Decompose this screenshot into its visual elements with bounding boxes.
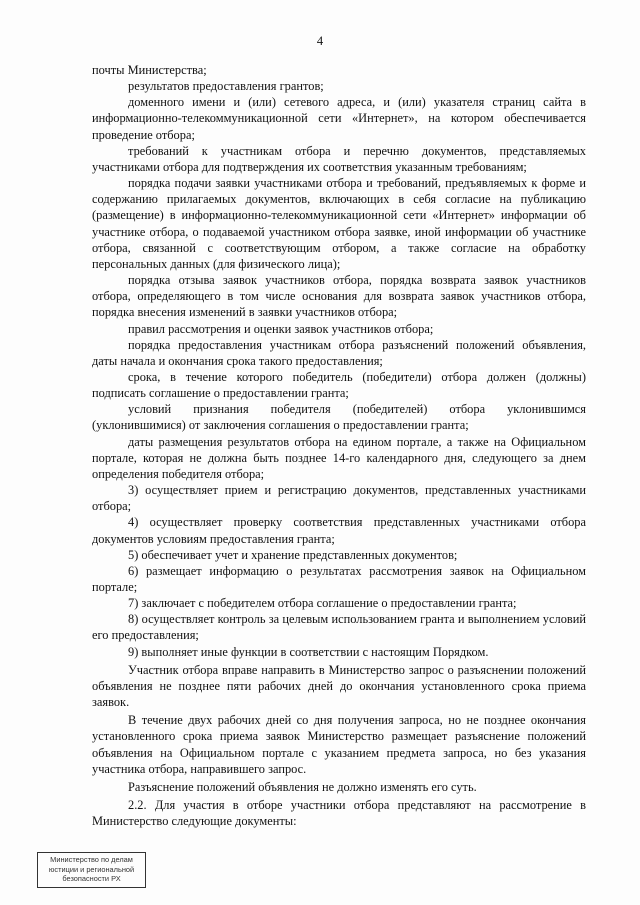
paragraph: даты размещения результатов отбора на едином портале, а также на Официальном портале, которая не должна быть позднее 14-го календарного дня, следующего за днем определения победителя отбора; bbox=[92, 434, 586, 481]
paragraph: 4) осуществляет проверку соответствия представленных участниками отбора документов условиям предоставления гранта; bbox=[92, 515, 586, 546]
paragraph: почты Министерства; bbox=[92, 63, 207, 77]
paragraph: порядка подачи заявки участниками отбора и требований, предъявляемых к форме и содержанию прилагаемых документов, включающих в себя согласие на публикацию (размещение) в информационно-телекоммуникационной сети «Интернет» информации об участнике отбора, о подаваемой участником отбора заявке, иной информации об участнике отбора, связанной с соответствующим отбором, а также согласие на обработку персональных данных (для физического лица); bbox=[92, 176, 586, 271]
paragraph: В течение двух рабочих дней со дня получения запроса, но не позднее окончания установленного срока приема заявок Министерство размещает разъяснение положений объявления на Официальном портале с указанием предмета запроса, но без указания участника отбора, направившего запрос. bbox=[92, 713, 586, 776]
paragraph: 9) выполняет иные функции в соответствии с настоящим Порядком. bbox=[128, 644, 489, 659]
document-body bbox=[92, 62, 586, 829]
stamp-line: Министерство по делам bbox=[50, 855, 133, 864]
paragraph: порядка предоставления участникам отбора разъяснений положений объявления, даты начала и окончания срока такого предоставления; bbox=[92, 337, 586, 368]
paragraph: 8) осуществляет контроль за целевым использованием гранта и выполнением условий его предоставления; bbox=[92, 612, 586, 643]
stamp-line: юстиции и региональной bbox=[48, 864, 135, 874]
paragraph: требований к участникам отбора и перечню документов, представляемых участниками отбора для подтверждения их соответствия указанным требованиям; bbox=[92, 143, 586, 174]
paragraph: срока, в течение которого победитель (победители) отбора должен (должны) подписать соглашение о предоставлении гранта; bbox=[92, 369, 586, 401]
paragraph: 6) размещает информацию о результатах рассмотрения заявок на Официальном портале; bbox=[92, 563, 586, 594]
registration-stamp bbox=[37, 852, 146, 888]
paragraph: доменного имени и (или) сетевого адреса, и (или) указателя страниц сайта в информационно-телекоммуникационной сети «Интернет», на котором обеспечивается проведение отбора; bbox=[92, 95, 586, 142]
paragraph: 2.2. Для участия в отборе участники отбора представляют на рассмотрение в Министерство следующие документы: bbox=[92, 798, 586, 829]
paragraph: 7) заключает с победителем отбора соглашение о предоставлении гранта; bbox=[128, 596, 517, 611]
paragraph: 3) осуществляет прием и регистрацию документов, представленных участниками отбора; bbox=[92, 483, 586, 514]
stamp-line: безопасности РХ bbox=[62, 874, 121, 884]
paragraph: Разъяснение положений объявления не должно изменять его суть. bbox=[128, 779, 477, 794]
paragraph: Участник отбора вправе направить в Министерство запрос о разъяснении положений объявления не позднее пяти рабочих дней до окончания установленного срока приема заявок. bbox=[92, 662, 586, 710]
paragraph: 5) обеспечивает учет и хранение представленных документов; bbox=[128, 547, 458, 562]
paragraph: правил рассмотрения и оценки заявок участников отбора; bbox=[128, 321, 434, 336]
paragraph: условий признания победителя (победителей) отбора уклонившимся (уклонившимися) от заключения соглашения о предоставлении гранта; bbox=[92, 402, 586, 433]
paragraph: порядка отзыва заявок участников отбора, порядка возврата заявок участников отбора, определяющего в том числе основания для возврата заявок участников отбора, порядка внесения изменений в заявки участников отбора; bbox=[92, 273, 586, 320]
page-number: 4 bbox=[316, 34, 324, 48]
paragraph: результатов предоставления грантов; bbox=[128, 79, 324, 94]
